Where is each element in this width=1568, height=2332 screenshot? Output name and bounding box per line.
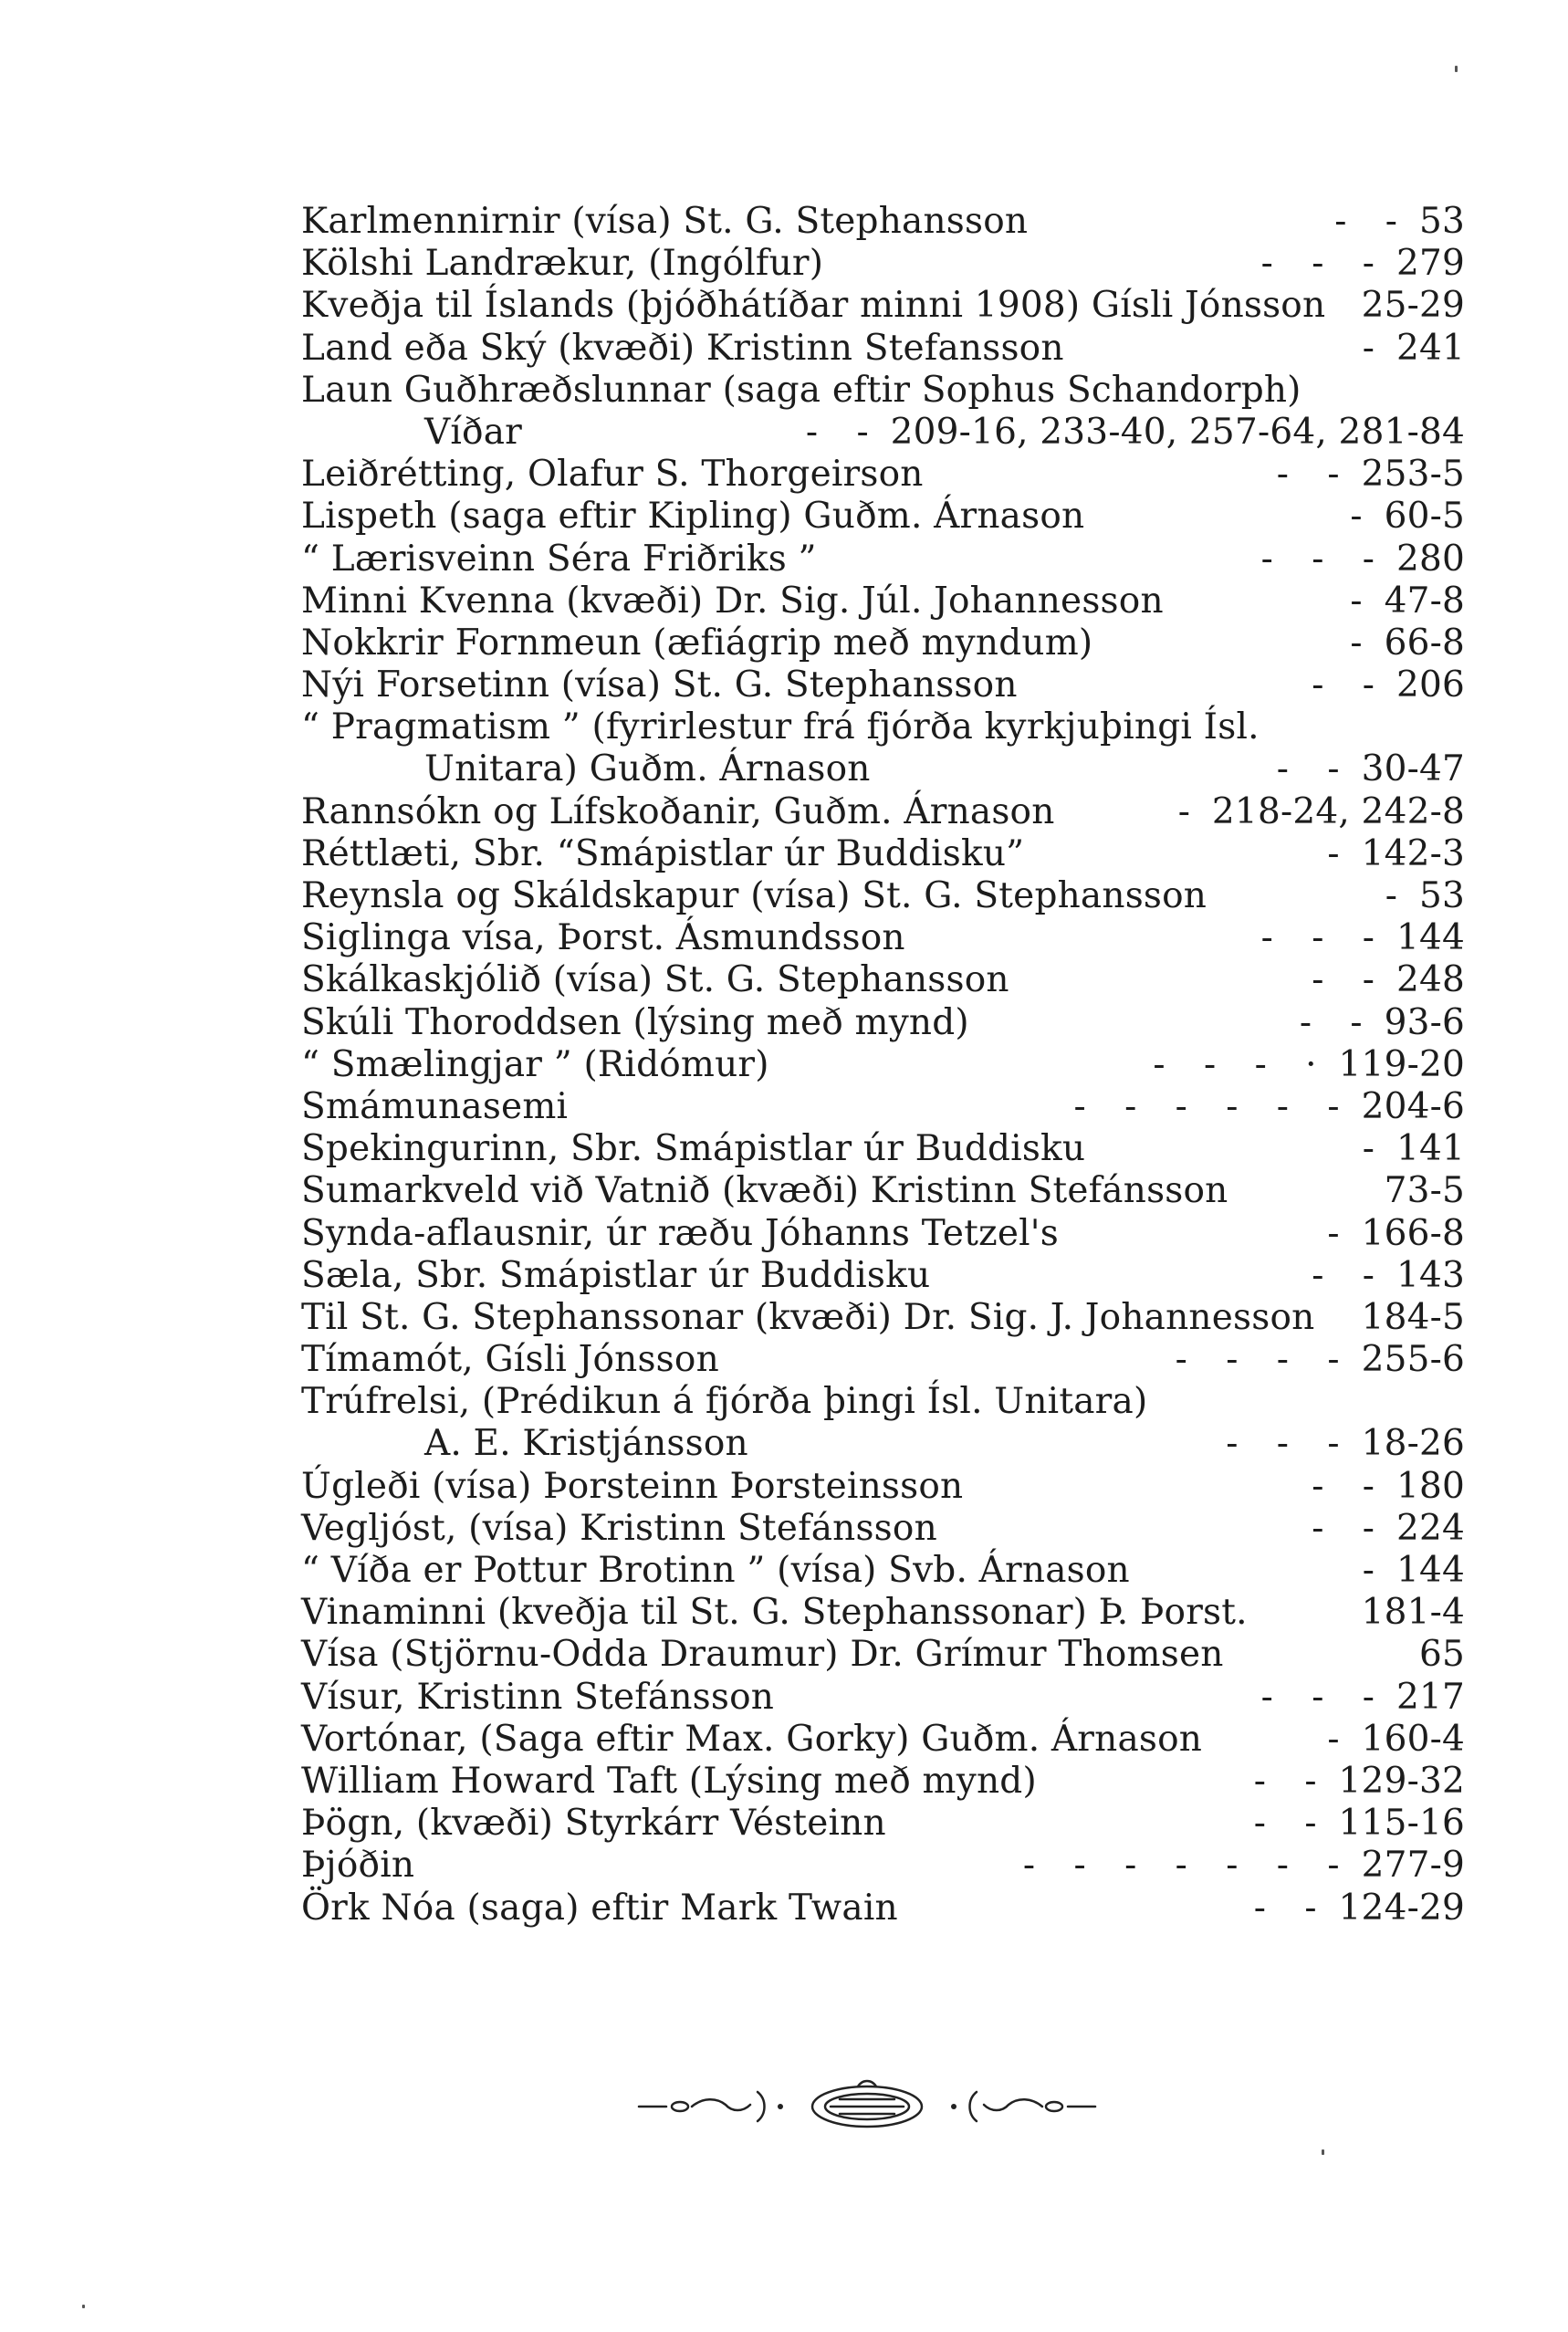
- entry-leader: - -: [1253, 1760, 1317, 1802]
- entry-title: Unitara) Guðm. Árnason: [424, 748, 871, 790]
- entry-page: 181-4: [1361, 1592, 1465, 1634]
- index-entry: [301, 959, 1465, 1001]
- entry-page: 184-5: [1361, 1296, 1465, 1338]
- entry-leader: -: [1362, 1128, 1375, 1170]
- entry-title: Vísa (Stjörnu-Odda Draumur) Dr. Grímur Thomsen: [301, 1634, 1224, 1676]
- entry-title: Kölshi Landrækur, (Ingólfur): [301, 243, 824, 285]
- index-entry: [301, 664, 1465, 706]
- entry-title: Réttlæti, Sbr. “Smápistlar úr Buddisku”: [301, 832, 1025, 874]
- index-entry: [301, 1845, 1465, 1887]
- index-entry: [301, 1170, 1465, 1212]
- entry-page: 166-8: [1361, 1212, 1465, 1254]
- index-entry: [301, 243, 1465, 285]
- index-entry: [301, 1381, 1465, 1423]
- entry-page: 180: [1396, 1465, 1465, 1507]
- entry-page: 209-16, 233-40, 257-64, 281-84: [890, 411, 1465, 453]
- entry-title: “ Pragmatism ” (fyrirlestur frá fjórða kyrkjuþingi Ísl.: [301, 706, 1260, 748]
- entry-page: 60-5: [1384, 496, 1465, 538]
- entry-title: Tímamót, Gísli Jónsson: [301, 1339, 719, 1381]
- entry-title: Lispeth (saga eftir Kipling) Guðm. Árnason: [301, 496, 1085, 538]
- end-ornament-icon: [630, 2072, 1104, 2136]
- entry-title: Reynsla og Skáldskapur (vísa) St. G. Stephansson: [301, 875, 1207, 916]
- entry-leader: -: [1327, 832, 1340, 874]
- entry-title: Kveðja til Íslands (þjóðhátíðar minni 1908) Gísli Jónsson: [301, 285, 1326, 327]
- entry-page: 25-29: [1361, 285, 1465, 327]
- index-entry: [301, 580, 1465, 622]
- entry-page: 144: [1396, 1550, 1465, 1591]
- index-entry: [301, 201, 1465, 243]
- index-entry: [301, 917, 1465, 959]
- entry-page: 73-5: [1384, 1170, 1465, 1212]
- entry-title: Til St. G. Stephanssonar (kvæði) Dr. Sig. J. Johannesson: [301, 1296, 1315, 1338]
- index-entry: [301, 1466, 1465, 1508]
- entry-page: 18-26: [1361, 1423, 1465, 1465]
- entry-title: Karlmennirnir (vísa) St. G. Stephansson: [301, 201, 1029, 242]
- entry-page: 248: [1396, 959, 1465, 1001]
- entry-leader: - - -: [1260, 243, 1375, 285]
- entry-page: 53: [1418, 201, 1465, 242]
- index-entry: [301, 454, 1465, 496]
- entry-leader: - -: [1312, 1465, 1375, 1507]
- entry-leader: -: [1350, 496, 1363, 538]
- entry-leader: -: [1362, 327, 1375, 369]
- index-entry: [301, 875, 1465, 917]
- index-entry-continuation: [301, 412, 1465, 454]
- entry-leader: - -: [1312, 1254, 1375, 1296]
- index-entry-continuation: [301, 748, 1465, 790]
- index-entry: [301, 1761, 1465, 1803]
- entry-page: 277-9: [1361, 1845, 1465, 1887]
- entry-leader: - -: [1276, 454, 1340, 496]
- entry-leader: - -: [1253, 1803, 1317, 1845]
- entry-page: 218-24, 242-8: [1211, 790, 1465, 832]
- index-entry: [301, 1508, 1465, 1550]
- entry-title: Vortónar, (Saga eftir Max. Gorky) Guðm. Árnason: [301, 1718, 1203, 1760]
- entry-page: 253-5: [1361, 454, 1465, 496]
- index-entry: [301, 370, 1465, 412]
- index-entry: [301, 1339, 1465, 1381]
- entry-title: Skúli Thoroddsen (lýsing með mynd): [301, 1001, 969, 1043]
- index-entry: [301, 539, 1465, 580]
- index-entry: [301, 1803, 1465, 1845]
- entry-page: 217: [1396, 1676, 1465, 1718]
- entry-page: 160-4: [1361, 1718, 1465, 1760]
- index-entry: [301, 1550, 1465, 1592]
- entry-leader: - - - -: [1175, 1339, 1340, 1381]
- entry-title: Þjóðin: [301, 1845, 415, 1887]
- entry-title: Sæla, Sbr. Smápistlar úr Buddisku: [301, 1254, 931, 1296]
- index-entry: [301, 622, 1465, 664]
- entry-page: 119-20: [1338, 1043, 1465, 1085]
- entry-leader: -: [1350, 580, 1363, 622]
- entry-title: Smámunasemi: [301, 1085, 569, 1127]
- entry-page: 144: [1396, 917, 1465, 959]
- entry-page: 224: [1396, 1507, 1465, 1549]
- entry-title: Leiðrétting, Olafur S. Thorgeirson: [301, 454, 924, 496]
- print-speck: [1455, 66, 1458, 72]
- entry-leader: - -: [1312, 959, 1375, 1001]
- entry-leader: - - - ·: [1153, 1043, 1317, 1085]
- entry-page: 115-16: [1338, 1803, 1465, 1845]
- entry-title: Úgleði (vísa) Þorsteinn Þorsteinsson: [301, 1465, 964, 1507]
- entry-leader: - - -: [1260, 538, 1375, 580]
- entry-page: 66-8: [1384, 622, 1465, 664]
- index-entry: [301, 1297, 1465, 1339]
- index-entry: [301, 1086, 1465, 1128]
- entry-title: Nýi Forsetinn (vísa) St. G. Stephansson: [301, 664, 1018, 706]
- entry-leader: - - -: [1260, 1676, 1375, 1718]
- index-entry: [301, 706, 1465, 748]
- index-entry: [301, 1592, 1465, 1634]
- entry-title: Vegljóst, (vísa) Kristinn Stefánsson: [301, 1507, 937, 1549]
- entry-title: Minni Kvenna (kvæði) Dr. Sig. Júl. Johannesson: [301, 580, 1164, 622]
- index-entry: [301, 285, 1465, 327]
- entry-page: 141: [1396, 1128, 1465, 1170]
- entry-leader: - - - - - - -: [1022, 1845, 1340, 1887]
- entry-leader: -: [1362, 1550, 1375, 1591]
- index-entry: [301, 1634, 1465, 1676]
- index-entry: [301, 1044, 1465, 1086]
- entry-page: 93-6: [1384, 1001, 1465, 1043]
- index-entry: [301, 1719, 1465, 1761]
- entry-title: Víðar: [424, 411, 523, 453]
- index-list: [301, 201, 1465, 1929]
- index-entry: [301, 833, 1465, 875]
- entry-title: Spekingurinn, Sbr. Smápistlar úr Buddisku: [301, 1128, 1086, 1170]
- index-entry: [301, 1002, 1465, 1044]
- entry-title: Vinaminni (kveðja til St. G. Stephanssonar) Þ. Þorst.: [301, 1592, 1248, 1634]
- entry-title: Þögn, (kvæði) Styrkárr Vésteinn: [301, 1803, 886, 1845]
- entry-page: 280: [1396, 538, 1465, 580]
- entry-page: 65: [1418, 1634, 1465, 1676]
- entry-leader: - -: [1312, 1507, 1375, 1549]
- print-speck: [82, 2305, 85, 2308]
- entry-page: 255-6: [1361, 1339, 1465, 1381]
- entry-leader: -: [1327, 1212, 1340, 1254]
- entry-leader: - - -: [1260, 917, 1375, 959]
- entry-title: Rannsókn og Lífskoðanir, Guðm. Árnason: [301, 790, 1055, 832]
- entry-page: 129-32: [1338, 1760, 1465, 1802]
- index-entry: [301, 791, 1465, 833]
- index-entry: [301, 328, 1465, 370]
- entry-leader: - -: [805, 411, 869, 453]
- entry-title: “ Smælingjar ” (Ridómur): [301, 1043, 769, 1085]
- entry-page: 124-29: [1338, 1887, 1465, 1929]
- index-entry: [301, 496, 1465, 538]
- entry-title: Skálkaskjólið (vísa) St. G. Stephansson: [301, 959, 1009, 1001]
- entry-leader: -: [1327, 1718, 1340, 1760]
- entry-title: Trúfrelsi, (Prédikun á fjórða þingi Ísl. Unitara): [301, 1381, 1148, 1423]
- entry-leader: - - -: [1226, 1423, 1340, 1465]
- entry-title: “ Lærisveinn Séra Friðriks ”: [301, 538, 817, 580]
- entry-leader: - -: [1299, 1001, 1363, 1043]
- entry-leader: - - - - - -: [1073, 1085, 1340, 1127]
- entry-title: Vísur, Kristinn Stefánsson: [301, 1676, 775, 1718]
- entry-title: Siglinga vísa, Þorst. Ásmundsson: [301, 917, 905, 959]
- entry-title: Land eða Ský (kvæði) Kristinn Stefansson: [301, 327, 1064, 369]
- entry-page: 143: [1396, 1254, 1465, 1296]
- entry-leader: -: [1385, 875, 1397, 916]
- entry-leader: - -: [1312, 664, 1375, 706]
- entry-leader: - -: [1334, 201, 1397, 242]
- index-entry-continuation: [301, 1423, 1465, 1465]
- index-entry: [301, 1128, 1465, 1170]
- index-entry: [301, 1888, 1465, 1929]
- entry-title: “ Víða er Pottur Brotinn ” (vísa) Svb. Árnason: [301, 1550, 1130, 1591]
- entry-title: Nokkrir Fornmeun (æfiágrip með myndum): [301, 622, 1093, 664]
- entry-title: Sumarkveld við Vatnið (kvæði) Kristinn Stefánsson: [301, 1170, 1228, 1212]
- print-speck: [1322, 2149, 1324, 2155]
- entry-page: 30-47: [1361, 748, 1465, 790]
- entry-title: Örk Nóa (saga) eftir Mark Twain: [301, 1887, 898, 1929]
- entry-title: William Howard Taft (Lýsing með mynd): [301, 1760, 1037, 1802]
- index-entry: [301, 1213, 1465, 1255]
- entry-page: 47-8: [1384, 580, 1465, 622]
- entry-title: Laun Guðhræðslunnar (saga eftir Sophus Schandorph): [301, 369, 1301, 411]
- entry-leader: - -: [1253, 1887, 1317, 1929]
- entry-title: Synda-aflausnir, úr ræðu Jóhanns Tetzel's: [301, 1212, 1059, 1254]
- entry-page: 142-3: [1361, 832, 1465, 874]
- entry-page: 279: [1396, 243, 1465, 285]
- entry-page: 206: [1396, 664, 1465, 706]
- entry-page: 53: [1418, 875, 1465, 916]
- entry-leader: -: [1350, 622, 1363, 664]
- index-entry: [301, 1255, 1465, 1297]
- entry-leader: -: [1177, 790, 1190, 832]
- entry-page: 241: [1396, 327, 1465, 369]
- entry-page: 204-6: [1361, 1085, 1465, 1127]
- entry-title: A. E. Kristjánsson: [424, 1423, 748, 1465]
- index-entry: [301, 1677, 1465, 1719]
- entry-leader: - -: [1276, 748, 1340, 790]
